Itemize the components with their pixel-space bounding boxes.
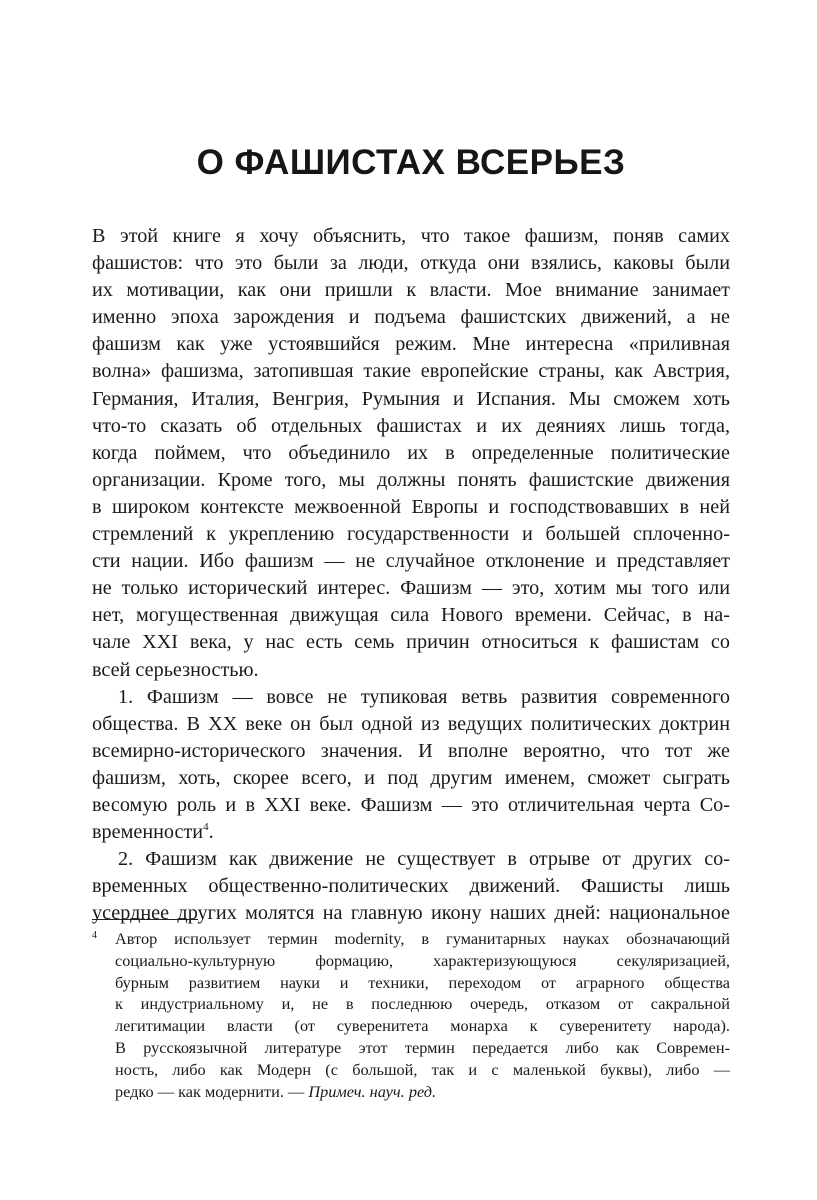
footnote-line: В русскоязычной литературе этот термин передается либо как Современ- bbox=[115, 1037, 730, 1057]
body-line: усерднее других молятся на главную икону наших дней: национальное bbox=[92, 902, 730, 925]
body-line: стремлений к укреплению государственности и большей сплоченно- bbox=[92, 523, 730, 546]
body-line-text: временности bbox=[92, 821, 204, 844]
footnote-line: легитимации власти (от суверенитета монарха к суверенитету народа). bbox=[115, 1016, 730, 1036]
body-line: чале XXI века, у нас есть семь причин относиться к фашистам со bbox=[92, 631, 730, 654]
body-line: весомую роль и в XXI веке. Фашизм — это отличительная черта Со- bbox=[92, 793, 730, 816]
body-line: Германия, Италия, Венгрия, Румыния и Испания. Мы сможем хоть bbox=[92, 387, 730, 410]
body-line: их мотивации, как они пришли к власти. Мое внимание занимает bbox=[92, 279, 730, 302]
footnote-line: социально-культурную формацию, характеризующуюся секуляризацией, bbox=[115, 950, 730, 970]
body-line: временных общественно-политических движений. Фашисты лишь bbox=[92, 875, 730, 898]
body-line: фашизм, хоть, скорее всего, и под другим именем, сможет сыграть bbox=[92, 766, 730, 789]
body-line: В этой книге я хочу объяснить, что такое фашизм, поняв самих bbox=[92, 225, 730, 247]
footnote-line: к индустриальному и, не в последнюю очередь, отказом от сакральной bbox=[115, 994, 730, 1014]
body-line: 1. Фашизм — вовсе не тупиковая ветвь развития современного bbox=[118, 685, 730, 708]
chapter-title: О ФАШИСТАХ ВСЕРЬЕЗ bbox=[196, 143, 626, 182]
body-line: сти нации. Ибо фашизм — не случайное отклонение и представляет bbox=[92, 550, 730, 573]
body-line: фашистов: что это были за люди, откуда они взялись, каковы были bbox=[92, 252, 730, 275]
editor-note: Примеч. науч. ред. bbox=[308, 1081, 437, 1101]
footnote-line: ность, либо как Модерн (с большой, так и с маленькой буквы), либо — bbox=[115, 1059, 730, 1079]
body-line: волна» фашизма, затопившая такие европейские страны, как Австрия, bbox=[92, 360, 730, 383]
body-line: временности$^4$. bbox=[92, 821, 214, 844]
body-line: фашизм как уже устоявшийся режим. Мне интересна «приливная bbox=[92, 333, 730, 356]
footnote-line: бурным развитием науки и техники, переходом от аграрного общества bbox=[115, 972, 730, 992]
footnote-marker: 4 bbox=[92, 930, 97, 941]
footnote-line: Автор использует термин modernity, в гуманитарных науках обозначающий bbox=[115, 929, 730, 948]
body-line: всемирно-исторического значения. И вполне вероятно, что тот же bbox=[92, 739, 730, 762]
footnote bbox=[92, 928, 730, 1102]
body-line: нет, могущественная движущая сила Нового времени. Сейчас, в на- bbox=[92, 604, 730, 627]
body-line: в широком контексте межвоенной Европы и господствовавших в ней bbox=[92, 495, 730, 518]
body-text bbox=[92, 223, 730, 927]
body-line: именно эпоха зарождения и подъема фашистских движений, а не bbox=[92, 306, 730, 329]
body-line: всей серьезностью. bbox=[92, 658, 259, 681]
body-line: что-то сказать об отдельных фашистах и их деяниях лишь тогда, bbox=[92, 414, 730, 437]
footnote-divider bbox=[92, 919, 198, 920]
footnote-line bbox=[92, 1081, 730, 1103]
body-line: когда поймем, что объединило их в определенные политические bbox=[92, 441, 730, 464]
body-line: 2. Фашизм как движение не существует в отрыве от других со- bbox=[118, 848, 730, 871]
body-line: общества. В XX веке он был одной из ведущих политических доктрин bbox=[92, 712, 730, 735]
body-line: не только исторический интерес. Фашизм — это, хотим мы того или bbox=[92, 577, 730, 600]
body-line: организации. Кроме того, мы должны понять фашистские движения bbox=[92, 468, 730, 491]
footnote-reference[interactable]: 4 bbox=[203, 821, 209, 834]
footnote-line-text: редко — как модернити. — bbox=[115, 1081, 309, 1101]
